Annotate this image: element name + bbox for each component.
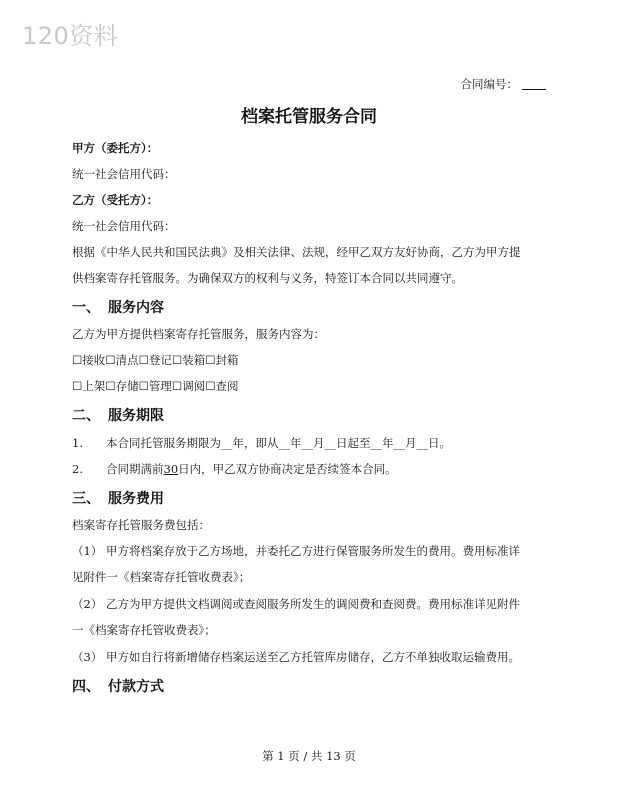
section-1-heading bbox=[72, 297, 164, 317]
party-b-credit-code: 统一社会信用代码： bbox=[72, 219, 176, 233]
section-3-item-1-cont: 见附件一《档案寄存托管收费表》； bbox=[72, 570, 251, 584]
section-4-title: 付款方式 bbox=[108, 679, 164, 695]
section-3-title: 服务费用 bbox=[108, 491, 164, 507]
section-3-heading bbox=[72, 488, 164, 508]
section-2-item-1 bbox=[72, 435, 451, 451]
section-3-number: 三、 bbox=[72, 491, 100, 507]
section-1-intro: 乙方为甲方提供档案寄存托管服务，服务内容为： bbox=[72, 327, 325, 341]
document-title: 档案托管服务合同 bbox=[241, 107, 377, 127]
section-1-number: 一、 bbox=[72, 300, 100, 316]
page-footer: 第 1 页 / 共 13 页 bbox=[262, 749, 356, 763]
item-text: 甲方将档案存放于乙方场地，并委托乙方进行保管服务所发生的费用。费用标准详 bbox=[106, 544, 520, 558]
section-2-title: 服务期限 bbox=[108, 408, 164, 424]
contract-number-label: 合同编号： bbox=[460, 77, 518, 91]
party-a-credit-code: 统一社会信用代码： bbox=[72, 167, 176, 181]
service-options-row-2[interactable]: ☐上架☐存储☐管理☐调阅☐查阅 bbox=[72, 379, 239, 393]
item-text-pre: 合同期满前 bbox=[106, 462, 164, 476]
item-text: 本合同托管服务期限为__年，即从__年__月__日起至__年__月__日。 bbox=[106, 436, 451, 450]
preamble-line-1: 根据《中华人民共和国民法典》及相关法律、法规，经甲乙双方友好协商，乙方为甲方提 bbox=[72, 245, 521, 259]
preamble-line-2: 供档案寄存托管服务。为确保双方的权利与义务，特签订本合同以共同遵守。 bbox=[72, 271, 463, 285]
section-2-heading bbox=[72, 405, 164, 425]
party-a-label: 甲方（委托方）： bbox=[72, 141, 159, 155]
party-b-label: 乙方（受托方）： bbox=[72, 193, 159, 207]
item-index: 2. bbox=[72, 462, 83, 476]
section-3-item-2 bbox=[72, 596, 520, 612]
item-index: 1. bbox=[72, 436, 83, 450]
service-options-row-1[interactable]: ☐接收☐清点☐登记☐装箱☐封箱 bbox=[72, 353, 239, 367]
section-3-item-3 bbox=[72, 649, 520, 665]
watermark: 120资料 bbox=[22, 22, 119, 50]
section-3-item-2-cont: 一《档案寄存托管收费表》； bbox=[72, 623, 216, 637]
section-2-item-2 bbox=[72, 461, 397, 477]
section-3-item-1 bbox=[72, 543, 520, 559]
section-3-intro: 档案寄存托管服务费包括： bbox=[72, 518, 210, 532]
contract-number bbox=[461, 76, 547, 92]
section-4-number: 四、 bbox=[72, 679, 100, 695]
item-index: （2） bbox=[72, 597, 103, 611]
item-index: （3） bbox=[72, 650, 103, 664]
section-2-number: 二、 bbox=[72, 408, 100, 424]
item-text-post: 日内，甲乙双方协商决定是否续签本合同。 bbox=[178, 462, 397, 476]
section-4-heading bbox=[72, 676, 164, 696]
contract-number-blank bbox=[522, 78, 546, 90]
item-text: 甲方如自行将新增储存档案运送至乙方托管库房储存，乙方不单独收取运输费用。 bbox=[106, 650, 520, 664]
section-1-title: 服务内容 bbox=[108, 300, 164, 316]
renewal-days: 30 bbox=[163, 462, 179, 476]
item-index: （1） bbox=[72, 544, 103, 558]
item-text: 乙方为甲方提供文档调阅或查阅服务所发生的调阅费和查阅费。费用标准详见附件 bbox=[106, 597, 520, 611]
